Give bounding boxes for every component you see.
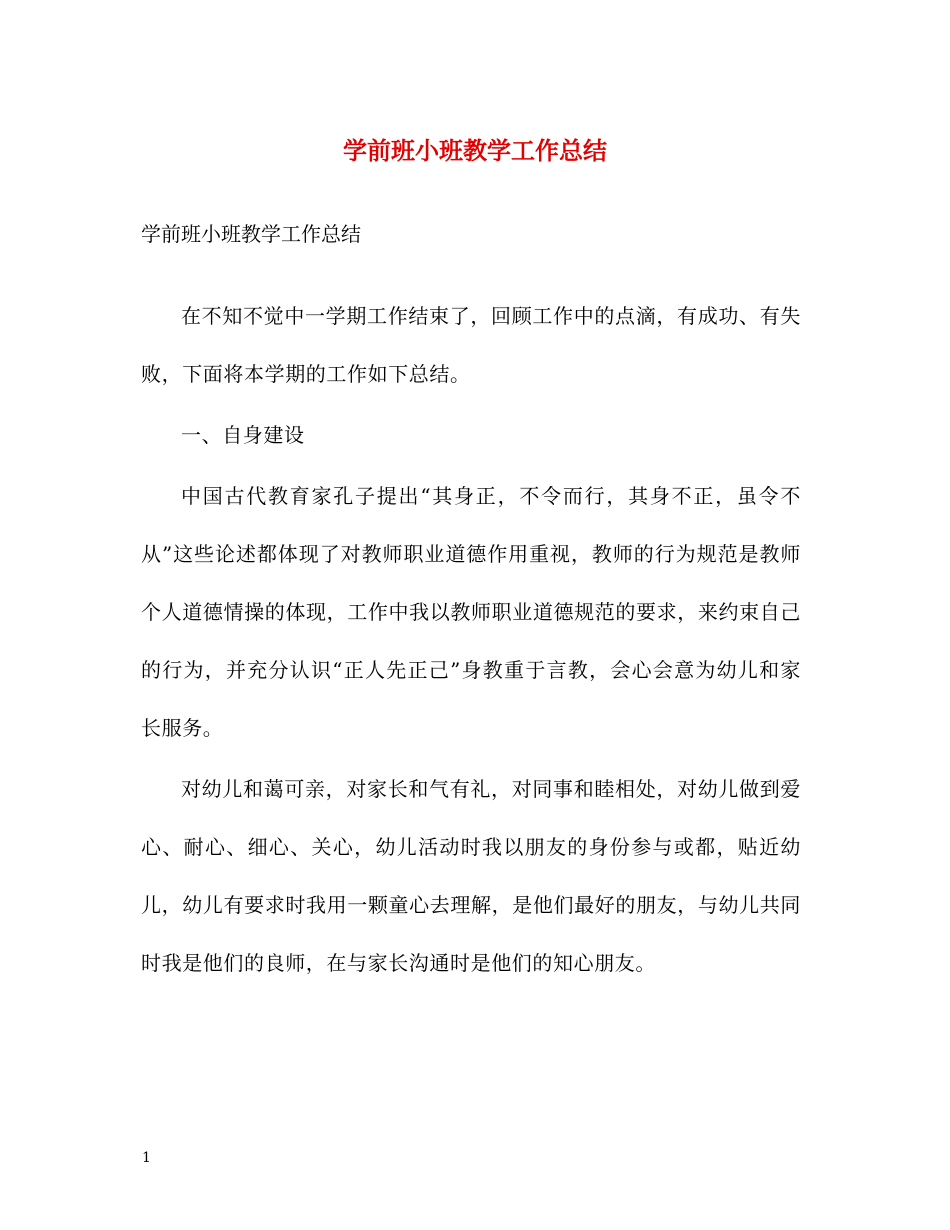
section-heading-self-building: 一、自身建设 [181,423,305,447]
document-subtitle: 学前班小班教学工作总结 [141,222,361,246]
paragraph-intro: 在不知不觉中一学期工作结束了，回顾工作中的点滴，有成功、有失败，下面将本学期的工作如下总结。 [141,304,801,386]
document-title: 学前班小班教学工作总结 [343,136,607,165]
paragraph-ethics: 中国古代教育家孔子提出“其身正，不令而行，其身不正，虽令不从”这些论述都体现了对教师职业道德作用重视，教师的行为规范是教师个人道德情操的体现，工作中我以教师职业道德规范的要求，来约束自己的行为，并充分认识“正人先正己”身教重于言教，会心会意为幼儿和家长服务。 [141,484,801,740]
page-number: 1 [142,1150,151,1166]
document-body [141,287,801,995]
paragraph-attitude: 对幼儿和蔼可亲，对家长和气有礼，对同事和睦相处，对幼儿做到爱心、耐心、细心、关心，幼儿活动时我以朋友的身份参与或都，贴近幼儿，幼儿有要求时我用一颗童心去理解，是他们最好的朋友，与幼儿共同时我是他们的良师，在与家长沟通时是他们的知心朋友。 [141,777,801,975]
